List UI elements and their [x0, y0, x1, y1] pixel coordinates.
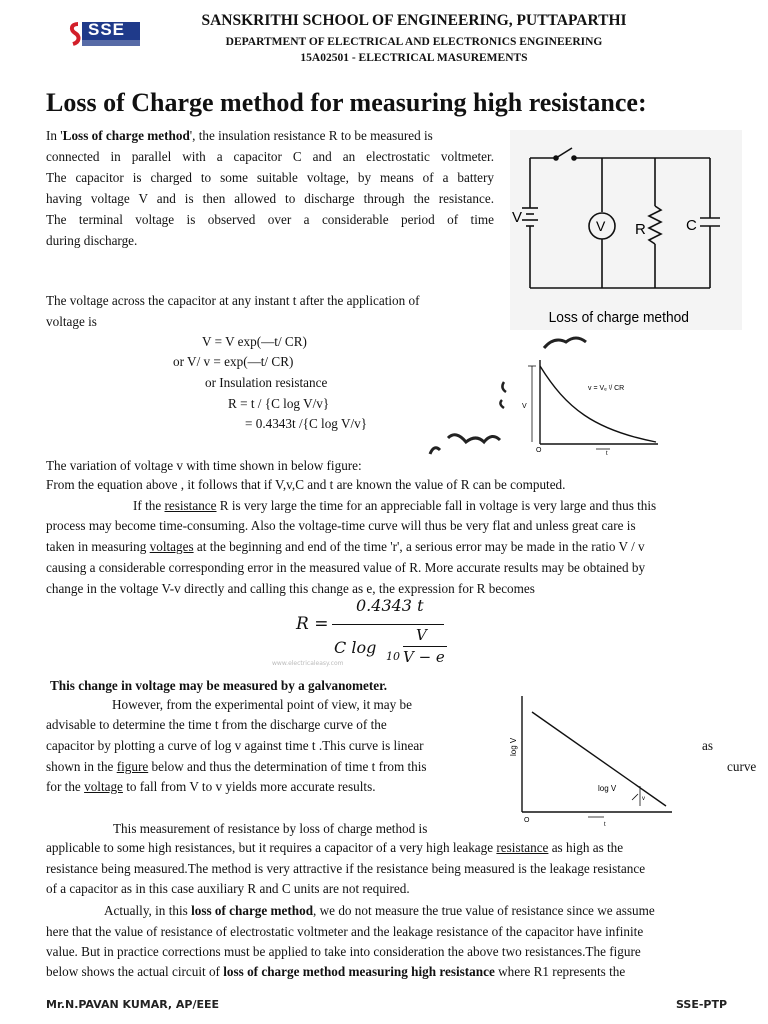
footer-author: Mr.N.PAVAN KUMAR, AP/EEE — [46, 998, 220, 1011]
figure-link[interactable]: figure — [116, 759, 149, 774]
intro-line-5: The terminal voltage is observed over a considerable period of time — [46, 212, 494, 227]
actual-bold-phrase: loss of charge method measuring high resistance — [223, 964, 495, 979]
voltage-text-line-2: voltage is — [46, 314, 97, 329]
intro-line-2: connected in parallel with a capacitor C and an electrostatic voltmeter. — [46, 149, 494, 164]
galvanometer-text-line-2: advisable to determine the time t from the discharge curve of the — [46, 717, 387, 732]
actual-text-line-3: value. But in practice corrections must be applied to take into consideration the above two resistances.The figure — [46, 944, 641, 959]
actual-text-line-1: Actually, in this loss of charge method, we do not measure the true value of resistance since we assume — [104, 903, 655, 918]
formula-inner-denominator: V − e — [403, 648, 445, 666]
decay-graph — [426, 330, 666, 458]
formula-inner-numerator: V — [416, 626, 427, 644]
formula-inner-bar — [403, 646, 447, 647]
intro-line-6: during discharge. — [46, 233, 138, 248]
decay-curve-label: v = Vₑ ᵗ/ CR — [588, 385, 625, 392]
log-graph — [508, 688, 678, 830]
course-code: 15A02501 - ELECTRICAL MASUREMENTS — [300, 52, 528, 64]
department-name: DEPARTMENT OF ELECTRICAL AND ELECTRONICS ENGINEERING — [225, 36, 603, 48]
measurement-text-line-3: resistance being measured.The method is very attractive if the resistance being measured is the leakage resistance — [46, 861, 646, 876]
circuit-figure — [510, 130, 742, 330]
circuit-caption: Loss of charge method — [548, 309, 689, 327]
page-title: Loss of Charge method for measuring high resistance: — [46, 88, 647, 117]
equation-5: = 0.4343t /{C log V/v} — [245, 416, 368, 431]
resistance-link-2[interactable]: resistance — [496, 840, 549, 855]
actual-bold-term: loss of charge method — [191, 903, 314, 918]
formula-denominator: C log — [334, 638, 377, 657]
measurement-text-line-2: applicable to some high resistances, but it requires a capacitor of a very high leakage resistance as high as the — [46, 840, 624, 855]
galvanometer-text-line-5: for the voltage to fall from V to v yields more accurate results. — [46, 779, 376, 794]
decay-y-label: V — [522, 403, 527, 410]
equation-2: or V/ v = exp(—t/ CR) — [173, 354, 294, 369]
galvanometer-text-line-4: shown in the figure below and thus the determination of time t from this — [46, 759, 427, 774]
galvanometer-text-line-1: However, from the experimental point of view, it may be — [112, 697, 413, 712]
formula-lhs: R = — [296, 614, 329, 634]
log-small-label: v — [642, 796, 645, 802]
intro-line-4: having voltage V and is then allowed to discharge through the resistance. — [46, 191, 494, 206]
log-x-label: t — [604, 822, 606, 828]
equation-1: V = V exp(—t/ CR) — [202, 334, 307, 349]
side-word-curve: curve — [727, 759, 757, 774]
galvanometer-heading: This change in voltage may be measured by a galvanometer. — [50, 678, 388, 693]
measurement-text-line-4: of a capacitor as in this case auxiliary R and C units are not required. — [46, 881, 410, 896]
equation-3: or Insulation resistance — [205, 375, 328, 390]
footer-code: SSE-PTP — [676, 998, 728, 1011]
side-word-as: as — [702, 738, 713, 753]
intro-line-3: The capacitor is charged to some suitable voltage, by means of a battery — [46, 170, 494, 185]
formula-watermark: www.electricaleasy.com — [272, 660, 344, 667]
school-name: SANSKRITHI SCHOOL OF ENGINEERING, PUTTAPARTHI — [201, 12, 627, 29]
resistance-text-line-2: process may become time-consuming. Also the voltage-time curve will thus be very flat and unless great care is — [46, 518, 636, 533]
formula-log-base: 10 — [386, 650, 400, 663]
capacitor-label: C — [686, 217, 697, 234]
intro-line-1: In 'Loss of charge method', the insulation resistance R to be measured is — [46, 128, 433, 143]
intro-bold-term: Loss of charge method — [62, 128, 190, 143]
voltages-link[interactable]: voltages — [149, 539, 194, 554]
resistance-link[interactable]: resistance — [164, 498, 217, 513]
actual-text-line-4: below shows the actual circuit of loss of charge method measuring high resistance where R1 represents the — [46, 964, 626, 979]
decay-origin-label: O — [536, 447, 542, 454]
log-point-label: log V — [598, 784, 617, 793]
resistance-text-line-5: change in the voltage V-v directly and calling this change as e, the expression for R becomes — [46, 581, 535, 596]
equation-4: R = t / {C log V/v} — [228, 396, 330, 411]
resistance-text-line-3: taken in measuring voltages at the beginning and end of the time 'r', a serious error may be made in the ratio V / v — [46, 539, 645, 554]
variation-text-line-1: The variation of voltage v with time shown in below figure: — [46, 458, 362, 473]
resistor-label: R — [635, 221, 646, 238]
formula-numerator: 0.4343 t — [356, 596, 424, 615]
galvanometer-text-line-3: capacitor by plotting a curve of log v against time t .This curve is linear — [46, 738, 424, 753]
measurement-text-line-1: This measurement of resistance by loss of charge method is — [113, 821, 428, 836]
decay-x-label: t — [606, 451, 608, 457]
log-origin-label: O — [524, 817, 530, 824]
formula-main-bar — [332, 624, 444, 625]
battery-label: V — [512, 209, 523, 226]
logo-text: SSE — [88, 20, 126, 39]
voltmeter-label: V — [596, 218, 606, 234]
decay-curve — [540, 366, 656, 442]
variation-text-line-2: From the equation above , it follows that if V,v,C and t are known the value of R can be computed. — [46, 477, 566, 492]
log-y-label: log V — [509, 737, 518, 756]
resistance-text-line-4: causing a considerable corresponding error in the measured value of R. More accurate results may be obtained by — [46, 560, 646, 575]
voltage-text-line-1: The voltage across the capacitor at any instant t after the application of — [46, 293, 420, 308]
voltage-link[interactable]: voltage — [84, 779, 123, 794]
resistance-text-line-1: If the resistance R is very large the time for an appreciable fall in voltage is very large and thus this — [133, 498, 657, 513]
resistance-formula — [272, 596, 460, 668]
actual-text-line-2: here that the value of resistance of electrostatic voltmeter and the leakage resistance of the capacitor have infinite — [46, 924, 644, 939]
